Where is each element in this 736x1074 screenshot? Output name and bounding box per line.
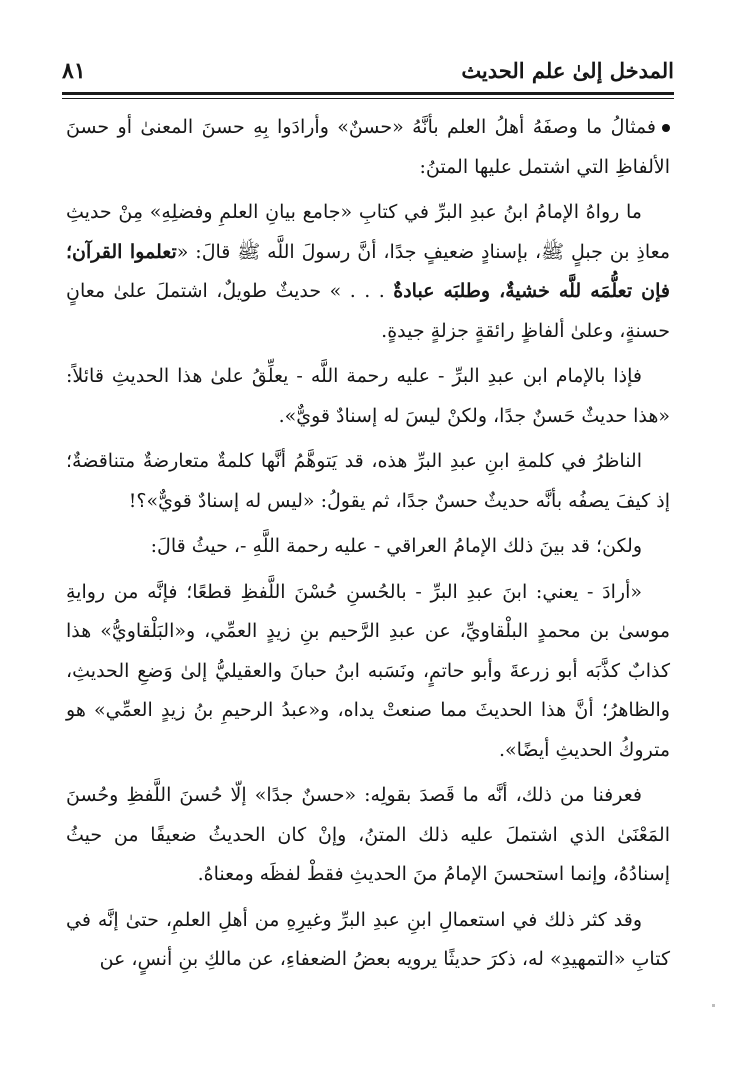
paragraph-text: الناظرُ في كلمةِ ابنِ عبدِ البرِّ هذه، قد يَتوهَّمُ أنَّها كلمةٌ متعارضةٌ متناقضةٌ؛ إذ كيفَ يصفُه بأنَّه حديثٌ حسنٌ جدًا، ثم يقولُ: «ليس له إسنادٌ قويٌّ»؟! <box>66 450 670 512</box>
paragraph-text: فمثالُ ما وصفَهُ أهلُ العلم بأنَّهُ «حسنٌ» وأرادَوا بِهِ حسنَ المعنىٰ أو حسنَ الألفاظِ التي اشتمل عليها المتنُ: <box>66 116 670 178</box>
paragraph-apparent-contradiction <box>66 442 670 521</box>
paragraph-text-lead: ما رواهُ الإمامُ ابنُ عبدِ البرِّ في كتابِ «جامع بيانِ العلمِ وفضلِهِ» مِنْ حديثِ معاذِ بن جبلٍ ﷺ، بإسنادٍ ضعيفٍ جدًا، أنَّ رسولَ اللَّه ﷺ قالَ: « <box>66 201 670 263</box>
paragraph-text-tail: . . . » حديثٌ طويلٌ، اشتملَ علىٰ معانٍ حسنةٍ، وعلىٰ ألفاظٍ رائقةٍ جزلةٍ جيدةٍ. <box>66 280 670 342</box>
paragraph-text: فإذا بالإمام ابن عبدِ البرِّ - عليه رحمة اللَّه - يعلِّقُ علىٰ هذا الحديثِ قائلاً: «هذا حديثٌ حَسنٌ جدًا، ولكنْ ليسَ له إسنادٌ قويٌّ». <box>66 365 670 427</box>
paragraph-conclusion <box>66 776 670 895</box>
paragraph-iraqi-quote <box>66 573 670 771</box>
paragraph-example-intro <box>66 108 670 187</box>
paragraph-text: فعرفنا من ذلك، أنَّه ما قَصدَ بقولِه: «حسنٌ جدًا» إلّا حُسنَ اللَّفظِ وحُسنَ المَعْنَىٰ الذي اشتملَ عليه ذلك المتنُ، وإنْ كان الحديثُ ضعيفًا من حيثُ إسنادُهُ، وإنما استحسنَ الإمامُ منَ الحديثِ فقطْ لفظَه ومعناهُ. <box>66 784 670 885</box>
body-text <box>66 108 670 986</box>
hadith-quote-bold: تعلموا القرآن؛ فإن تعلُّمَه للَّه خشيةٌ، وطلبَه عبادةٌ <box>66 240 670 302</box>
paragraph-iraqi-intro <box>66 527 670 567</box>
paragraph-ibn-abd-al-barr-comment <box>66 357 670 436</box>
running-header <box>62 56 674 86</box>
paragraph-hadith-narration <box>66 193 670 351</box>
header-rule-thick <box>62 92 674 95</box>
scan-speck <box>712 1004 715 1007</box>
paragraph-tamhid-usage <box>66 901 670 980</box>
paragraph-text: «أرادَ - يعني: ابنَ عبدِ البرِّ - بالحُسنِ حُسْنَ اللَّفظِ قطعًا؛ فإنَّه من روايةِ موسىٰ بن محمدٍ البلْقاويِّ، عن عبدِ الرَّحيم بنِ زيدٍ العمِّي، و«البَلْقاويُّ» هذا كذابٌ كذَّبَه أبو زرعةَ وأبو حاتمٍ، ونَسَبه ابنُ حبانَ والعقيليُّ إلىٰ وَضعِ الحديثِ، والظاهرُ؛ أنَّ هذا الحديثَ مما صنعتْ يداه، و«عبدُ الرحيمِ بنُ زيدٍ العمِّي» هو متروكُ الحديثِ أيضًا». <box>66 580 670 761</box>
paragraph-text: ولكن؛ قد بينَ ذلك الإمامُ العراقي - عليه رحمة اللَّهِ -، حيثُ قالَ: <box>150 535 642 557</box>
bullet-icon <box>662 124 670 132</box>
paragraph-text: وقد كثر ذلك في استعمالِ ابنِ عبدِ البرِّ وغيرِهِ من أهلِ العلمِ، حتىٰ إنَّه في كتابِ «التمهيدِ» له، ذكرَ حديثًا يرويه بعضُ الضعفاءِ، عن مالكِ بنِ أنسٍ، عن <box>66 908 670 970</box>
header-rule-thin <box>62 98 674 99</box>
running-title: المدخل إلىٰ علم الحديث <box>461 58 674 83</box>
page-number: ٨١ <box>62 58 86 84</box>
